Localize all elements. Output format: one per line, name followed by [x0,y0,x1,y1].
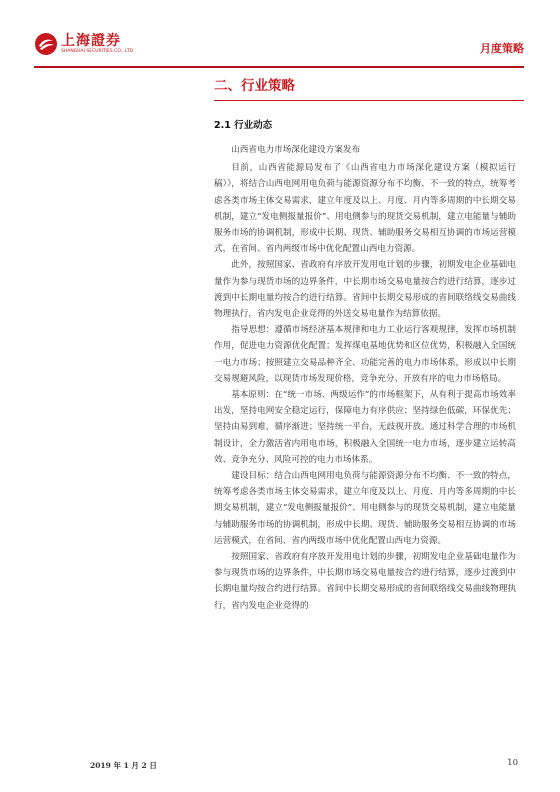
logo-english-name: SHANGHAI SECURITIES CO., LTD [61,48,134,54]
logo-emblem-icon [34,32,58,56]
body-paragraph: 基本原则：在“统一市场、两级运作”的市场框架下，从有利于提高市场效率出发，坚持电网安全稳定运行，保障电力有序供应；坚持绿色低碳，环保优先；坚持由易到难，循序渐进；坚持统一平台，无歧视开放。通过科学合理的市场机制设计，全力激活省内用电市场，积极融入全国统一电力市场，逐步建立运转高效、竞争充分、风险可控的电力市场体系。 [214,390,516,465]
subsection-title: 2.1 行业动态 [214,120,273,131]
page-number: 10 [507,758,518,768]
section-title: 二、行业策略 [214,78,295,94]
news-headline: 山西省电力市场深化建设方案发布 [231,145,361,155]
header-divider [34,66,524,68]
body-paragraph: 按照国家、省政府有序放开发用电计划的步骤，初期发电企业基础电量作为参与现货市场的边界条件，中长期市场交易电量按合约进行结算，逐步过渡到中长期电量均按合约进行结算。省间中长期交易形成的省间联络线交易曲线物理执行，省内发电企业竞得的 [214,552,516,611]
body-paragraph: 此外，按照国家、省政府有序放开发用电计划的步骤，初期发电企业基础电量作为参与现货市场的边界条件，中长期市场交易电量按合约进行结算，逐步过渡到中长期电量均按合约进行结算。省间中长期交易形成的省间联络线交易曲线物理执行，省内发电企业竞得的外送交易电量作为结算依据。 [214,260,516,320]
section-divider [214,100,524,101]
logo-chinese-name: 上海證券 [61,32,121,49]
body-paragraph: 建设目标：结合山西电网用电负荷与能源资源分布不均衡、不一致的特点，统筹考虑各类市场主体交易需求，建立年度及以上、月度、月内等多周期的中长期交易机制，建立“发电侧报量报价”、用电侧参与的现货交易机制，建立电能量与辅助服务市场的协调机制，形成中长期、现货、辅助服务交易相互协调的市场运营模式，在省间、省内两级市场中优化配置山西电力资源。 [214,471,516,546]
report-type-label: 月度策略 [480,42,524,55]
page-header [34,30,524,66]
footer-date: 2019 年 1 月 2 日 [90,761,157,770]
company-logo [34,32,133,56]
body-paragraph: 指导思想：遵循市场经济基本规律和电力工业运行客观规律，发挥市场机制作用，促进电力资源优化配置；发挥煤电基地优势和区位优势，积极融入全国统一电力市场；按照建立交易品种齐全、功能完善的电力市场体系，形成以中长期交易规避风险，以现货市场发现价格，竞争充分、开放有序的电力市场格局。 [214,325,516,384]
article-body [214,142,516,614]
body-paragraph: 目前，山西省能源局发布了《山西省电力市场深化建设方案（模拟运行稿）》，将结合山西电网用电负荷与能源资源分布不均衡、不一致的特点，统筹考虑各类市场主体交易需求，建立年度及以上、月度、月内等多周期的中长期交易机制，建立“发电侧报量报价”、用电侧参与的现货交易机制，建立电能量与辅助服务市场的协调机制，形成中长期、现货、辅助服务交易相互协调的市场运营模式，在省间、省内两级市场中优化配置山西电力资源。 [214,163,516,255]
